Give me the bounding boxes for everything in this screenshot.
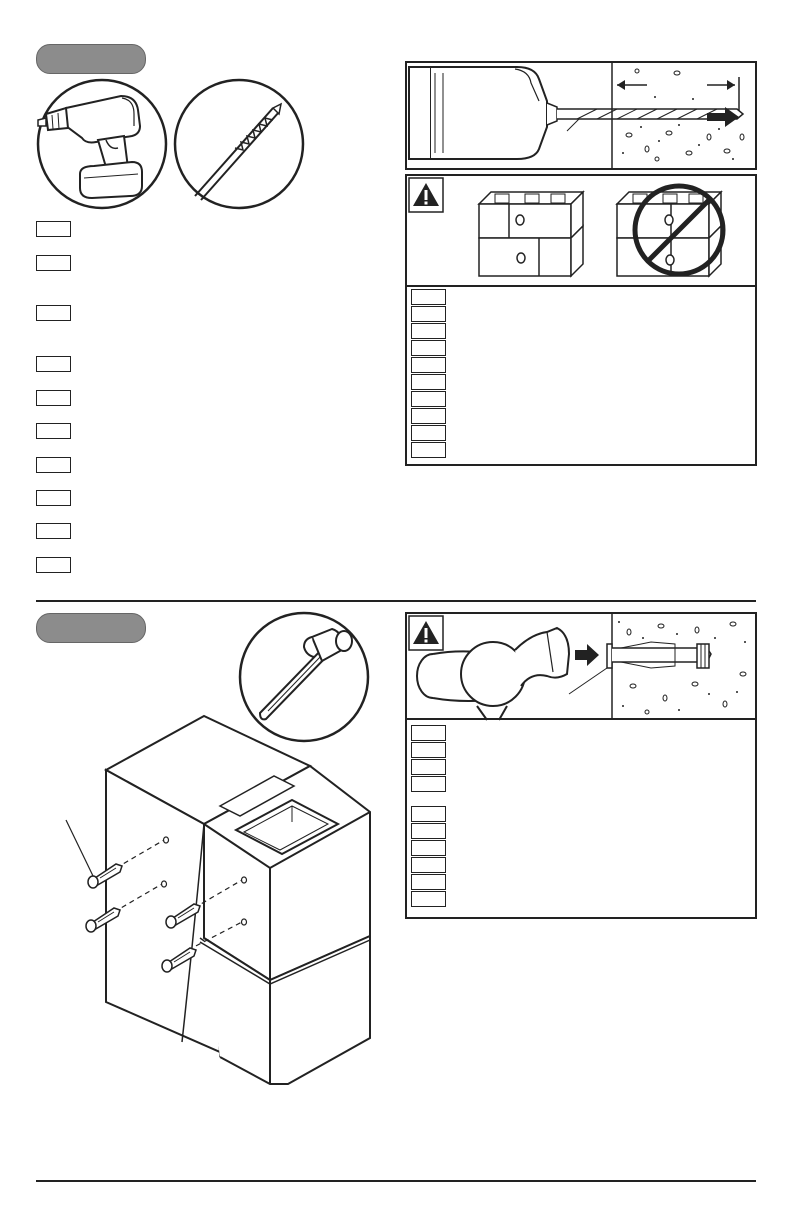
hammer-panel-divider: [407, 718, 755, 720]
step1-note-box-9: [36, 523, 71, 539]
step1-note-box-2: [36, 255, 71, 271]
warning-panel-divider: [407, 285, 755, 287]
step1-table-cell-1: [411, 289, 446, 305]
step1-note-box-1: [36, 221, 71, 237]
hammering-detail-panel: [405, 612, 757, 919]
step1-note-box-7: [36, 457, 71, 473]
step2-table-a-cell-4: [411, 776, 446, 792]
step1-note-box-5: [36, 390, 71, 406]
wall-anchor-1: [86, 856, 126, 890]
step2-table-b-cell-2: [411, 823, 446, 839]
wall-anchor-3: [164, 896, 204, 930]
drill-chuck-cross-section: [407, 63, 755, 168]
step2-table-a-cell-3: [411, 759, 446, 775]
masonry-drill-bit-icon: [173, 78, 305, 210]
hammer-anchor-cross-section: [407, 614, 755, 720]
step1-table-cell-10: [411, 442, 446, 458]
drill-icon: [36, 78, 168, 210]
no-symbol-icon: [629, 180, 729, 280]
step1-table-cell-6: [411, 374, 446, 390]
step1-table-cell-2: [411, 306, 446, 322]
wall-anchor-4: [160, 940, 200, 974]
step1-note-box-8: [36, 490, 71, 506]
step1-table-cell-4: [411, 340, 446, 356]
step1-table-cell-5: [411, 357, 446, 373]
step2-table-b-cell-1: [411, 806, 446, 822]
step1-note-box-4: [36, 356, 71, 372]
step-1-badge: [36, 44, 146, 74]
step2-table-b-cell-4: [411, 857, 446, 873]
step1-table-cell-7: [411, 391, 446, 407]
step1-note-box-6: [36, 423, 71, 439]
step-2-badge: [36, 613, 146, 643]
step1-note-box-10: [36, 557, 71, 573]
section-divider: [36, 600, 756, 602]
step1-table-cell-9: [411, 425, 446, 441]
step2-table-b-cell-5: [411, 874, 446, 890]
step1-warning-panel: [405, 174, 757, 466]
step2-table-a-cell-1: [411, 725, 446, 741]
step2-table-a-cell-2: [411, 742, 446, 758]
warning-icon: [409, 178, 443, 212]
step1-note-box-3: [36, 305, 71, 321]
drilling-detail-panel: [405, 61, 757, 170]
step2-table-b-cell-3: [411, 840, 446, 856]
footer-divider: [36, 1180, 756, 1182]
step2-table-b-cell-6: [411, 891, 446, 907]
wall-anchor-2: [84, 900, 124, 934]
hollow-block-correct-diagram: [475, 184, 593, 280]
step1-table-cell-8: [411, 408, 446, 424]
step1-table-cell-3: [411, 323, 446, 339]
